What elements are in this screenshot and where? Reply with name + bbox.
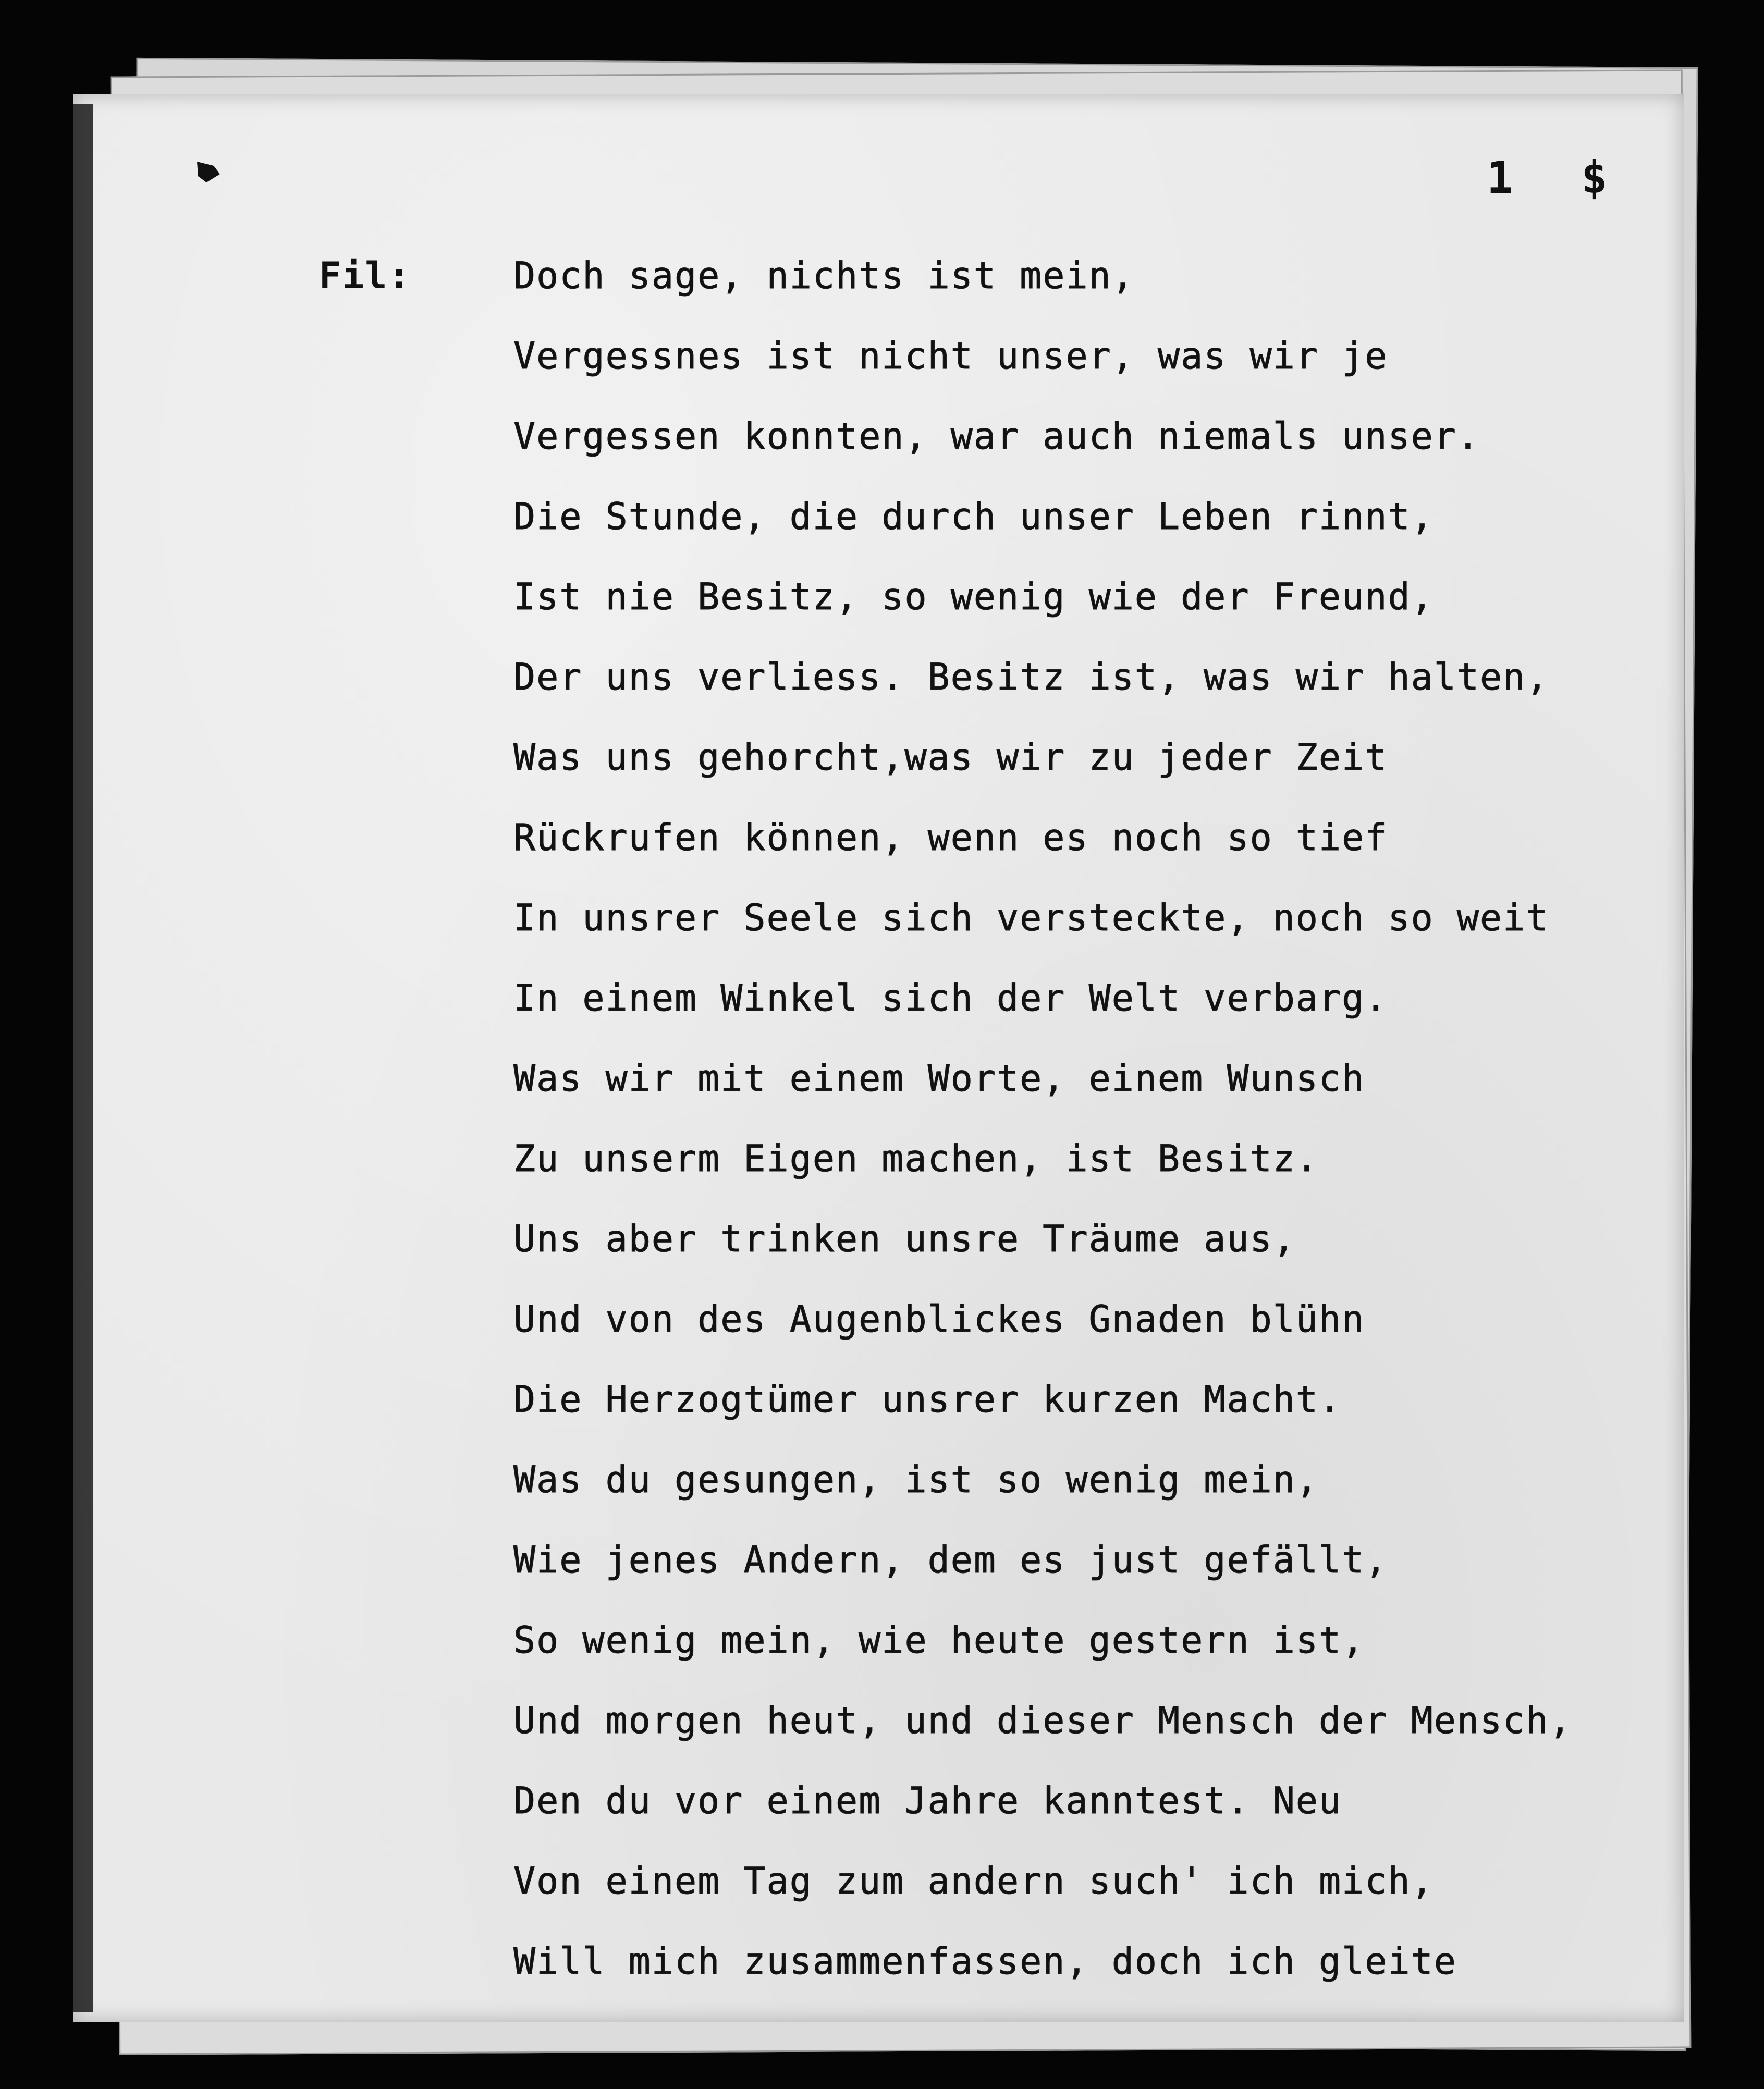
verse-line: Zu unserm Eigen machen, ist Besitz. <box>513 1137 1319 1180</box>
verse-line: Was wir mit einem Worte, einem Wunsch <box>513 1057 1365 1100</box>
verse-line: Vergessen konnten, war auch niemals unser. <box>513 415 1480 458</box>
verse-line: Die Stunde, die durch unser Leben rinnt, <box>513 495 1434 538</box>
verse-line: Den du vor einem Jahre kanntest. Neu <box>513 1779 1342 1822</box>
verse-line: Und von des Augenblickes Gnaden blühn <box>513 1298 1365 1341</box>
verse-line: Doch sage, nichts ist mein, <box>513 254 1135 297</box>
verse-line: Und morgen heut, und dieser Mensch der Mensch, <box>513 1699 1572 1742</box>
page-edge-shadow <box>73 104 93 2012</box>
verse-text <box>513 236 1572 2001</box>
verse-line: In einem Winkel sich der Welt verbarg. <box>513 977 1388 1019</box>
verse-line: Wie jenes Andern, dem es just gefällt, <box>513 1539 1388 1581</box>
verse-line: Der uns verliess. Besitz ist, was wir halten, <box>513 656 1549 698</box>
verse-line: Was du gesungen, ist so wenig mein, <box>513 1458 1319 1501</box>
verse-line: Rückrufen können, wenn es noch so tief <box>513 816 1388 859</box>
verse-line: Vergessnes ist nicht unser, was wir je <box>513 335 1388 377</box>
verse-line: Ist nie Besitz, so wenig wie der Freund, <box>513 575 1434 618</box>
verse-line: Was uns gehorcht,was wir zu jeder Zeit <box>513 736 1388 779</box>
verse-line: Will mich zusammenfassen, doch ich gleite <box>513 1940 1457 1983</box>
verse-line: Die Herzogtümer unsrer kurzen Macht. <box>513 1378 1342 1421</box>
page-number: 1 $ <box>1487 152 1628 203</box>
speaker-label: Fil: <box>319 254 411 297</box>
punch-mark-icon <box>193 156 224 188</box>
verse-line: Von einem Tag zum andern such' ich mich, <box>513 1860 1434 1902</box>
verse-line: In unsrer Seele sich versteckte, noch so weit <box>513 896 1549 939</box>
verse-line: So wenig mein, wie heute gestern ist, <box>513 1619 1365 1662</box>
verse-line: Uns aber trinken unsre Träume aus, <box>513 1218 1296 1260</box>
